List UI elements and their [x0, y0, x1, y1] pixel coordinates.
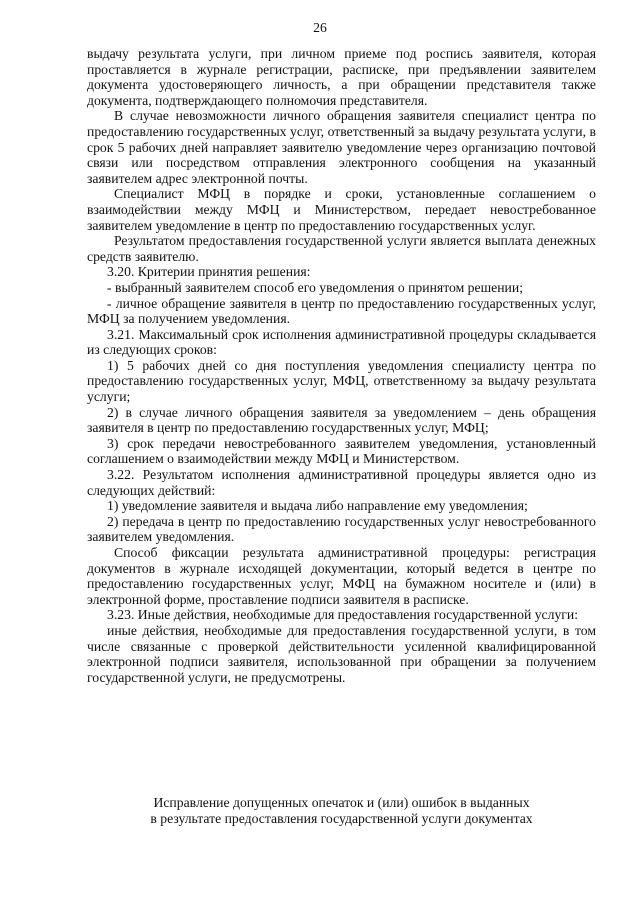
section-heading-3-22: 3.22. Результатом исполнения административной процедуры является одно из следующих действий: — [87, 467, 596, 498]
paragraph: выдачу результата услуги, при личном приеме под роспись заявителя, которая проставляется в журнале регистрации, расписке, при предъявлении заявителем документа удостоверяющего личность, а при обращении представителя также документа, подтверждающего полномочия представителя. — [87, 46, 596, 108]
list-item: - личное обращение заявителя в центр по предоставлению государственных услуг, МФЦ за получением уведомления. — [87, 295, 596, 327]
paragraph: Результатом предоставления государственной услуги является выплата денежных средств заявителю. — [87, 233, 596, 264]
section-heading-3-20: 3.20. Критерии принятия решения: — [107, 264, 311, 280]
paragraph: Специалист МФЦ в порядке и сроки, установленные соглашением о взаимодействии между МФЦ и Министерством, передает невостребованное заявителем уведомление в центр по предоставлению государственных услуг. — [87, 186, 596, 233]
closing-heading-line-2: в результате предоставления государственной услуги документах — [150, 810, 533, 826]
paragraph: Способ фиксации результата административной процедуры: регистрация документов в журнале исходящей документации, который ведется в центре по предоставлению государственных услуг, МФЦ на бумажном носителе и (или) в электронной форме, проставление подписи заявителя в расписке. — [87, 545, 596, 607]
document-body — [87, 46, 596, 685]
page-number: 26 — [313, 20, 327, 35]
closing-heading-line-1: Исправление допущенных опечаток и (или) ошибок в выданных — [153, 795, 530, 810]
list-item: 2) в случае личного обращения заявителя за уведомлением – день обращения заявителя в центр по предоставлению государственных услуг, МФЦ; — [87, 404, 596, 436]
paragraph: иные действия, необходимые для предоставления государственной услуги, в том числе связанные с проверкой действительности усиленной квалифицированной электронной подписи заявителя, использованной при обращении за получением государственной услуги, не предусмотрены. — [87, 622, 596, 685]
section-heading-3-23: 3.23. Иные действия, необходимые для предоставления государственной услуги: — [107, 607, 579, 623]
list-item: 1) уведомление заявителя и выдача либо направление ему уведомления; — [107, 498, 528, 514]
list-item: 2) передача в центр по предоставлению государственных услуг невостребованного заявителем уведомления. — [87, 513, 596, 545]
list-item: 3) срок передачи невостребованного заявителем уведомления, установленный соглашением о взаимодействии между МФЦ и Министерством. — [87, 435, 596, 467]
list-item: 1) 5 рабочих дней со дня поступления уведомления специалисту центра по предоставлению государственных услуг, МФЦ, ответственному за выдачу результата услуги; — [87, 357, 596, 405]
paragraph: В случае невозможности личного обращения заявителя специалист центра по предоставлению государственных услуг, ответственный за выдачу результата услуги, в срок 5 рабочих дней направляет заявителю уведомление через организацию почтовой связи или посредством отправления электронного сообщения на указанный заявителем адрес электронной почты. — [87, 108, 596, 186]
closing-heading — [87, 795, 596, 826]
list-item: - выбранный заявителем способ его уведомления о принятом решении; — [107, 279, 523, 295]
section-heading-3-21: 3.21. Максимальный срок исполнения административной процедуры складывается из следующих сроков: — [87, 326, 596, 358]
